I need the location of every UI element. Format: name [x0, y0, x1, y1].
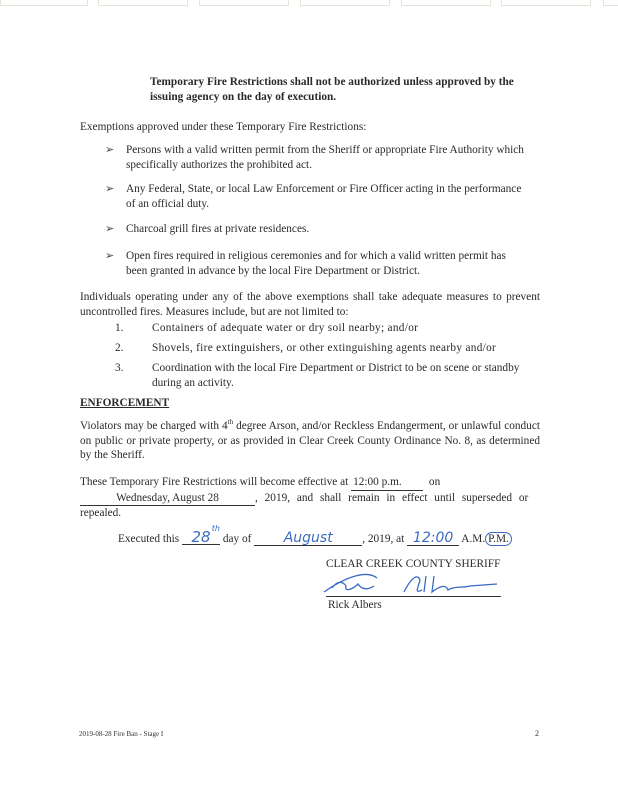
enforcement-text-start: Violators may be charged with 4	[80, 420, 228, 432]
handwritten-signature-icon	[322, 572, 502, 598]
exemption-text: Charcoal grill fires at private residences.	[126, 223, 310, 235]
effective-paragraph	[80, 475, 540, 521]
measure-text: Coordination with the local Fire Department or District to be on scene or standby during an activity.	[152, 362, 520, 389]
notice-bold: Temporary Fire Restrictions shall not be authorized unless approved by the issuing agency on the day of execution.	[150, 76, 514, 103]
page-number: 2	[535, 729, 539, 738]
item-number: 1.	[115, 322, 124, 334]
agency-name: CLEAR CREEK COUNTY SHERIFF	[326, 558, 501, 570]
effective-terms: , 2019, and shall remain in effect until superseded or	[255, 491, 529, 504]
pm-circled: P.M.	[485, 532, 512, 546]
arrow-bullet-icon: ➢	[105, 250, 115, 262]
exemption-text: Open fires required in religious ceremonies and for which a valid written permit has been granted in advance by the local Fire Department or District.	[126, 250, 506, 277]
enforcement-heading: ENFORCEMENT	[80, 397, 170, 409]
executed-month-field: August	[254, 531, 362, 546]
effective-line-1	[80, 475, 540, 491]
executed-label: Executed this	[118, 533, 180, 545]
year-at-label: , 2019, at	[362, 533, 405, 545]
executed-day-field	[182, 524, 221, 546]
measures-intro: Individuals operating under any of the above exemptions shall take adequate measures to prevent uncontrolled fires. Measures include, but are not limited to:	[80, 291, 540, 318]
effective-line-2	[80, 491, 540, 507]
enforcement-text-end: degree Arson, and/or Reckless Endangerment, or unlawful conduct on public or private property, or as provided in Clear Creek County Ordinance No. 8, as determined by the Sheriff.	[80, 420, 540, 461]
measure-text: Shovels, fire extinguishers, or other extinguishing agents nearby and/or	[152, 342, 497, 354]
signer-name: Rick Albers	[328, 599, 382, 611]
day-of-label: day of	[222, 533, 252, 545]
effective-date-field: Wednesday, August 28	[80, 491, 255, 507]
footer-document-id: 2019-08-28 Fire Ban - Stage I	[79, 730, 164, 738]
item-number: 3.	[115, 362, 124, 374]
effective-intro: These Temporary Fire Restrictions will become effective at	[80, 476, 349, 488]
measure-text: Containers of adequate water or dry soil nearby; and/or	[152, 322, 419, 334]
am-label: A.M.	[461, 533, 486, 545]
effective-on: on	[428, 476, 441, 488]
arrow-bullet-icon: ➢	[105, 183, 115, 195]
executed-day: 28	[191, 528, 211, 546]
executed-day-suffix: th	[211, 524, 221, 533]
scan-edge-artifact	[0, 0, 618, 6]
execution-line	[118, 524, 548, 547]
executed-time-field: 12:00	[407, 531, 459, 546]
effective-time-field: 12:00 p.m.	[351, 475, 423, 491]
exemptions-intro: Exemptions approved under these Temporary Fire Restrictions:	[80, 121, 367, 133]
arrow-bullet-icon: ➢	[105, 223, 115, 235]
signature-image	[322, 572, 502, 598]
exemption-text: Any Federal, State, or local Law Enforcement or Fire Officer acting in the performance of an official duty.	[126, 183, 522, 210]
exemption-text: Persons with a valid written permit from the Sheriff or appropriate Fire Authority which specifically authorizes the prohibited act.	[126, 144, 524, 171]
enforcement-paragraph	[80, 419, 540, 463]
ordinal-suffix: th	[227, 418, 234, 427]
arrow-bullet-icon: ➢	[105, 144, 115, 156]
effective-line-3: repealed.	[80, 507, 122, 519]
signature-line	[326, 596, 501, 597]
item-number: 2.	[115, 342, 124, 354]
